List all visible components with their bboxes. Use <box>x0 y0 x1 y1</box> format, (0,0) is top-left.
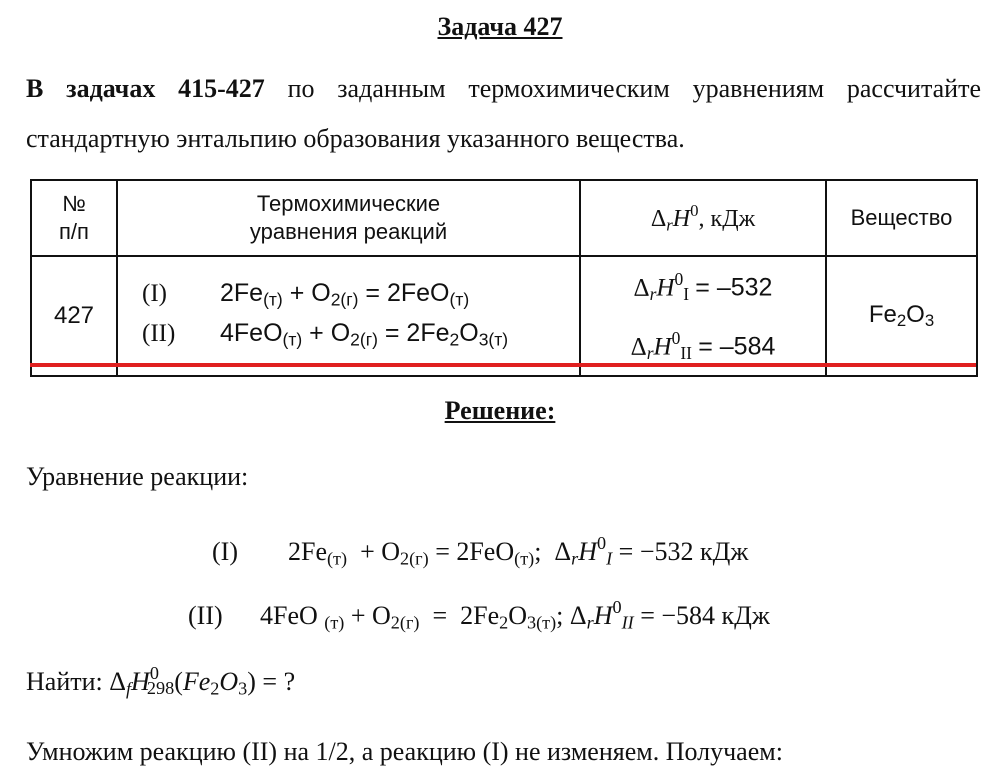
cut-off-line: Умножим реакцию (II) на 1/2, а реакцию (I) не изменяем. Получаем: <box>26 737 783 766</box>
table-bottom-red-line <box>30 363 976 367</box>
solution-title: Решение: <box>444 396 556 425</box>
row-substance: $Fe_2O_3$ <box>826 256 977 376</box>
equation-2: (II) 4FeO $_{(т)} + O_{2(г)} = 2Fe_2O_{3(т)}$; $\Delta_rH^0_{II} = -584$ кДж <box>188 597 770 633</box>
enthalpy-line-1: $\Delta_rH^0_I = -532$ <box>633 269 773 304</box>
row-reactions <box>117 256 580 376</box>
col-header-enthalpy: $\Delta_rH^0$, кДж <box>580 180 826 256</box>
reaction-line-1: (I) $2Fe_{(т)} + O_{2(г)} = 2FeO_{(т)}$ <box>142 278 470 309</box>
enthalpy-line-2: $\Delta_rH^0_{II} = -584$ <box>630 327 776 363</box>
intro-text: по заданным термохимическим уравнениям рассчитайте стандартную энтальпию образования указанного вещества. <box>26 74 981 153</box>
col-header-substance: Вещество <box>826 180 977 256</box>
task-table <box>30 179 978 377</box>
task-title: Задача 427 <box>437 12 563 41</box>
reaction-line-2: (II) $4FeO_{(т)} + O_{2(г)} = 2Fe_2O_{3(т)}$ <box>142 318 509 350</box>
table-row <box>31 256 977 376</box>
row-enthalpies <box>580 256 826 376</box>
equation-1: (I) $2Fe_{(т)} + O_{2(г)} = 2FeO_{(т)}$; $\Delta_rH^0_I = -532$ кДж <box>212 533 749 569</box>
col-header-reactions: Термохимические уравнения реакций <box>117 180 580 256</box>
task-intro <box>26 64 981 164</box>
col-header-number: № п/п <box>31 180 117 256</box>
find-line: Найти: $\Delta_fH^0_{298}(Fe_2O_3)$ = ? <box>26 663 296 699</box>
table-header-row <box>31 180 977 256</box>
reaction-equation-label: Уравнение реакции: <box>26 462 249 491</box>
intro-bold: В задачах 415-427 <box>26 74 265 103</box>
row-number: 427 <box>31 256 117 376</box>
